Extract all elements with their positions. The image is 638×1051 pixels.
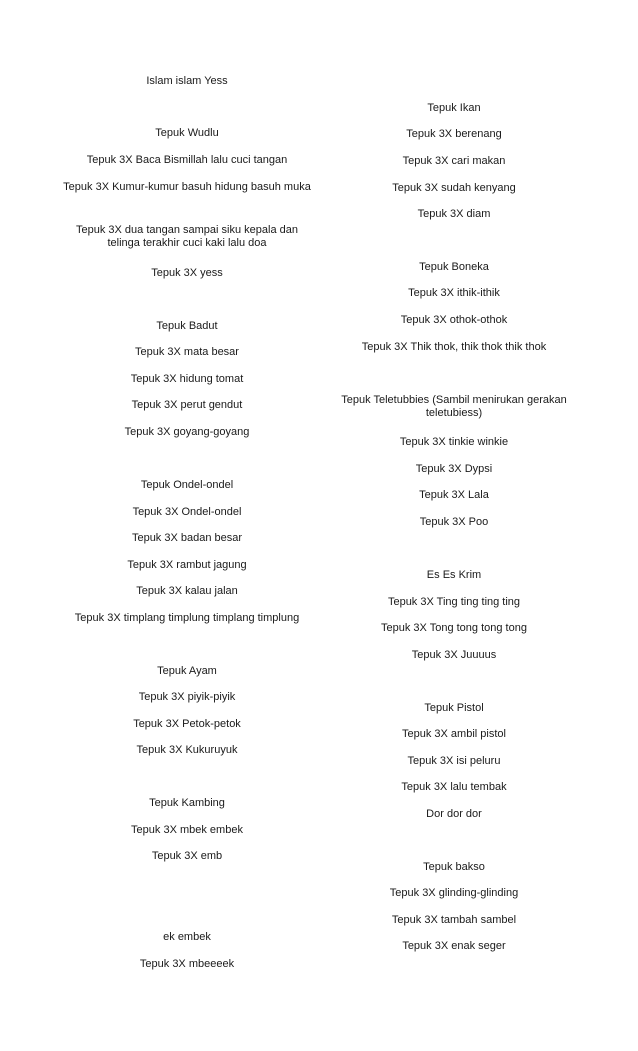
text-line: Tepuk 3X yess: [151, 267, 223, 279]
text-line: Tepuk 3X berenang: [406, 128, 502, 140]
text-line: Tepuk 3X Juuuus: [411, 649, 497, 661]
text-line: Tepuk 3X Baca Bismillah lalu cuci tangan: [86, 154, 288, 166]
text-line: Tepuk 3X glinding-glinding: [389, 887, 519, 899]
text-line: Tepuk bakso: [423, 861, 485, 873]
text-line: Tepuk 3X emb: [151, 850, 223, 862]
text-line: Tepuk Teletubbies (Sambil menirukan gerakan teletubiess): [341, 394, 567, 419]
text-line: Tepuk 3X goyang-goyang: [124, 426, 250, 438]
text-line: Tepuk 3X Thik thok, thik thok thik thok: [361, 341, 547, 353]
text-line: Tepuk 3X ithik-ithik: [408, 287, 500, 299]
text-line: Tepuk 3X isi peluru: [407, 755, 501, 767]
text-line: Tepuk Ikan: [427, 102, 481, 114]
text-line: Tepuk 3X Dypsi: [415, 463, 493, 475]
text-line: Islam islam Yess: [146, 75, 228, 87]
text-line: Tepuk 3X tambah sambel: [391, 914, 517, 926]
text-line: Es Es Krim: [426, 569, 482, 581]
text-line: Tepuk 3X ambil pistol: [402, 728, 506, 740]
text-line: Tepuk 3X cari makan: [402, 155, 506, 167]
text-line: ek embek: [163, 931, 211, 943]
text-line: Tepuk 3X Ting ting ting ting: [387, 596, 521, 608]
text-line: Tepuk 3X kalau jalan: [136, 585, 238, 597]
text-line: Tepuk Ondel-ondel: [140, 479, 234, 491]
text-line: Tepuk 3X timplang timplung timplang timplung: [74, 612, 300, 624]
text-line: Tepuk Wudlu: [155, 127, 219, 139]
text-line: Tepuk 3X diam: [417, 208, 491, 220]
text-line: Tepuk 3X enak seger: [402, 940, 506, 952]
text-line: Tepuk 3X Lala: [419, 489, 489, 501]
text-line: Tepuk 3X Poo: [419, 516, 489, 528]
text-line: Tepuk 3X perut gendut: [131, 399, 243, 411]
text-line: Tepuk 3X sudah kenyang: [392, 182, 516, 194]
text-line: Tepuk 3X badan besar: [131, 532, 243, 544]
text-line: Tepuk 3X tinkie winkie: [399, 436, 509, 448]
text-line: Tepuk 3X mbeeeek: [139, 958, 235, 970]
text-line: Tepuk 3X Kukuruyuk: [136, 744, 238, 756]
text-line: Tepuk 3X Tong tong tong tong: [381, 622, 527, 634]
text-line: Tepuk 3X rambut jagung: [127, 559, 247, 571]
text-line: Tepuk 3X mbek embek: [131, 824, 243, 836]
text-line: Tepuk 3X piyik-piyik: [138, 691, 236, 703]
text-line: Tepuk 3X othok-othok: [400, 314, 508, 326]
text-line: Tepuk 3X dua tangan sampai siku kepala dan telinga terakhir cuci kaki lalu doa: [76, 224, 298, 249]
text-line: Tepuk Kambing: [149, 797, 225, 809]
text-line: Tepuk 3X mata besar: [135, 346, 239, 358]
text-line: Tepuk 3X Ondel-ondel: [132, 506, 242, 518]
text-line: Tepuk Badut: [156, 320, 218, 332]
text-line: Tepuk Ayam: [157, 665, 217, 677]
text-line: Tepuk 3X lalu tembak: [401, 781, 507, 793]
text-line: Tepuk 3X Petok-petok: [133, 718, 241, 730]
text-line: Dor dor dor: [426, 808, 482, 820]
text-line: Tepuk Boneka: [419, 261, 489, 273]
text-line: Tepuk Pistol: [424, 702, 484, 714]
text-line: Tepuk 3X Kumur-kumur basuh hidung basuh muka: [63, 181, 311, 193]
text-line: Tepuk 3X hidung tomat: [130, 373, 244, 385]
